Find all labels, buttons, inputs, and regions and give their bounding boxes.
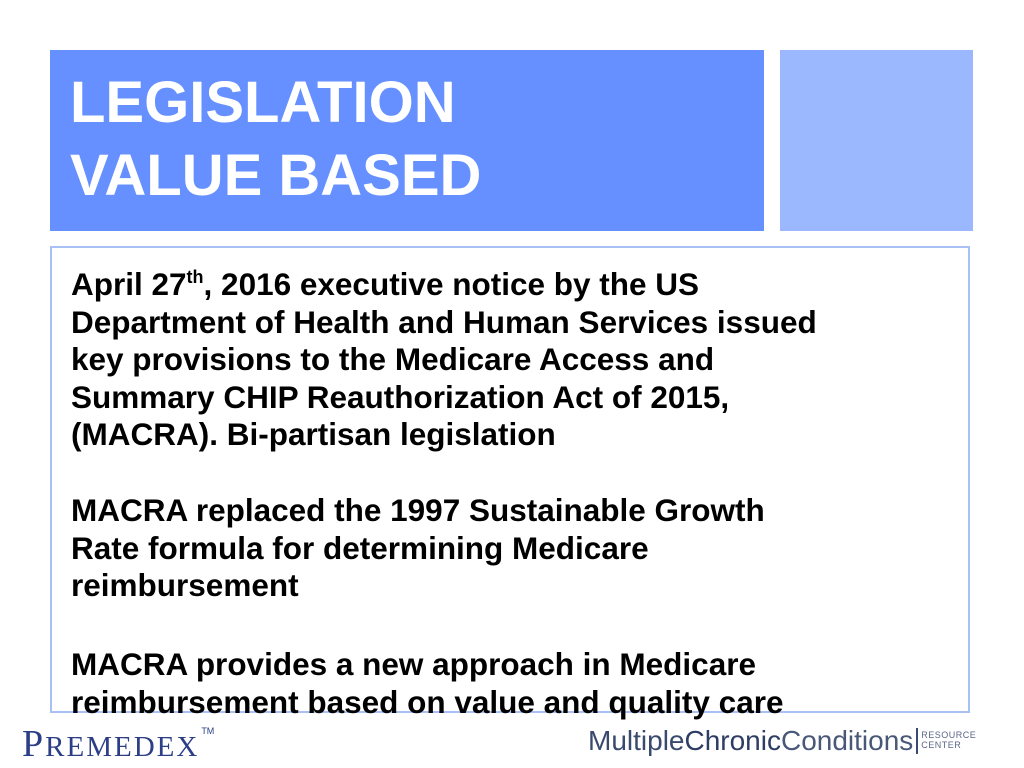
paragraph-line: Rate formula for determining Medicare [71,529,649,566]
paragraph-line: reimbursement based on value and quality care [71,683,784,720]
paragraph-line: Summary CHIP Reauthorization Act of 2015, [71,378,730,415]
paragraph-executive-notice [71,266,817,454]
accent-block [780,50,973,231]
logo-divider [916,728,918,754]
paragraph-line: key provisions to the Medicare Access and [71,341,715,377]
paragraph-line: reimbursement [71,567,299,603]
paragraph-line: MACRA replaced the 1997 Sustainable Growth [71,492,765,528]
content-panel [50,246,970,720]
paragraph-new-approach [71,646,784,721]
resource-center-tag: RESOURCE CENTER [921,730,977,750]
paragraph-line: (MACRA). Bi-partisan legislation [71,416,556,452]
title-line-1: LEGISLATION [70,70,456,135]
multiple-chronic-conditions-logo: MultipleChronicConditions RESOURCE CENTER [588,725,977,756]
paragraph-sgr-replacement [71,492,765,605]
paragraph-line: Department of Health and Human Services issued [71,303,817,340]
paragraph-line: April 27th, 2016 executive notice by the US [71,266,700,302]
paragraph-line: MACRA provides a new approach in Medicare [71,646,756,682]
slide-title [70,66,481,212]
title-banner [50,50,764,231]
title-line-2: VALUE BASED [70,143,482,208]
premedex-logo: PREMEDEX ™ [22,723,215,765]
